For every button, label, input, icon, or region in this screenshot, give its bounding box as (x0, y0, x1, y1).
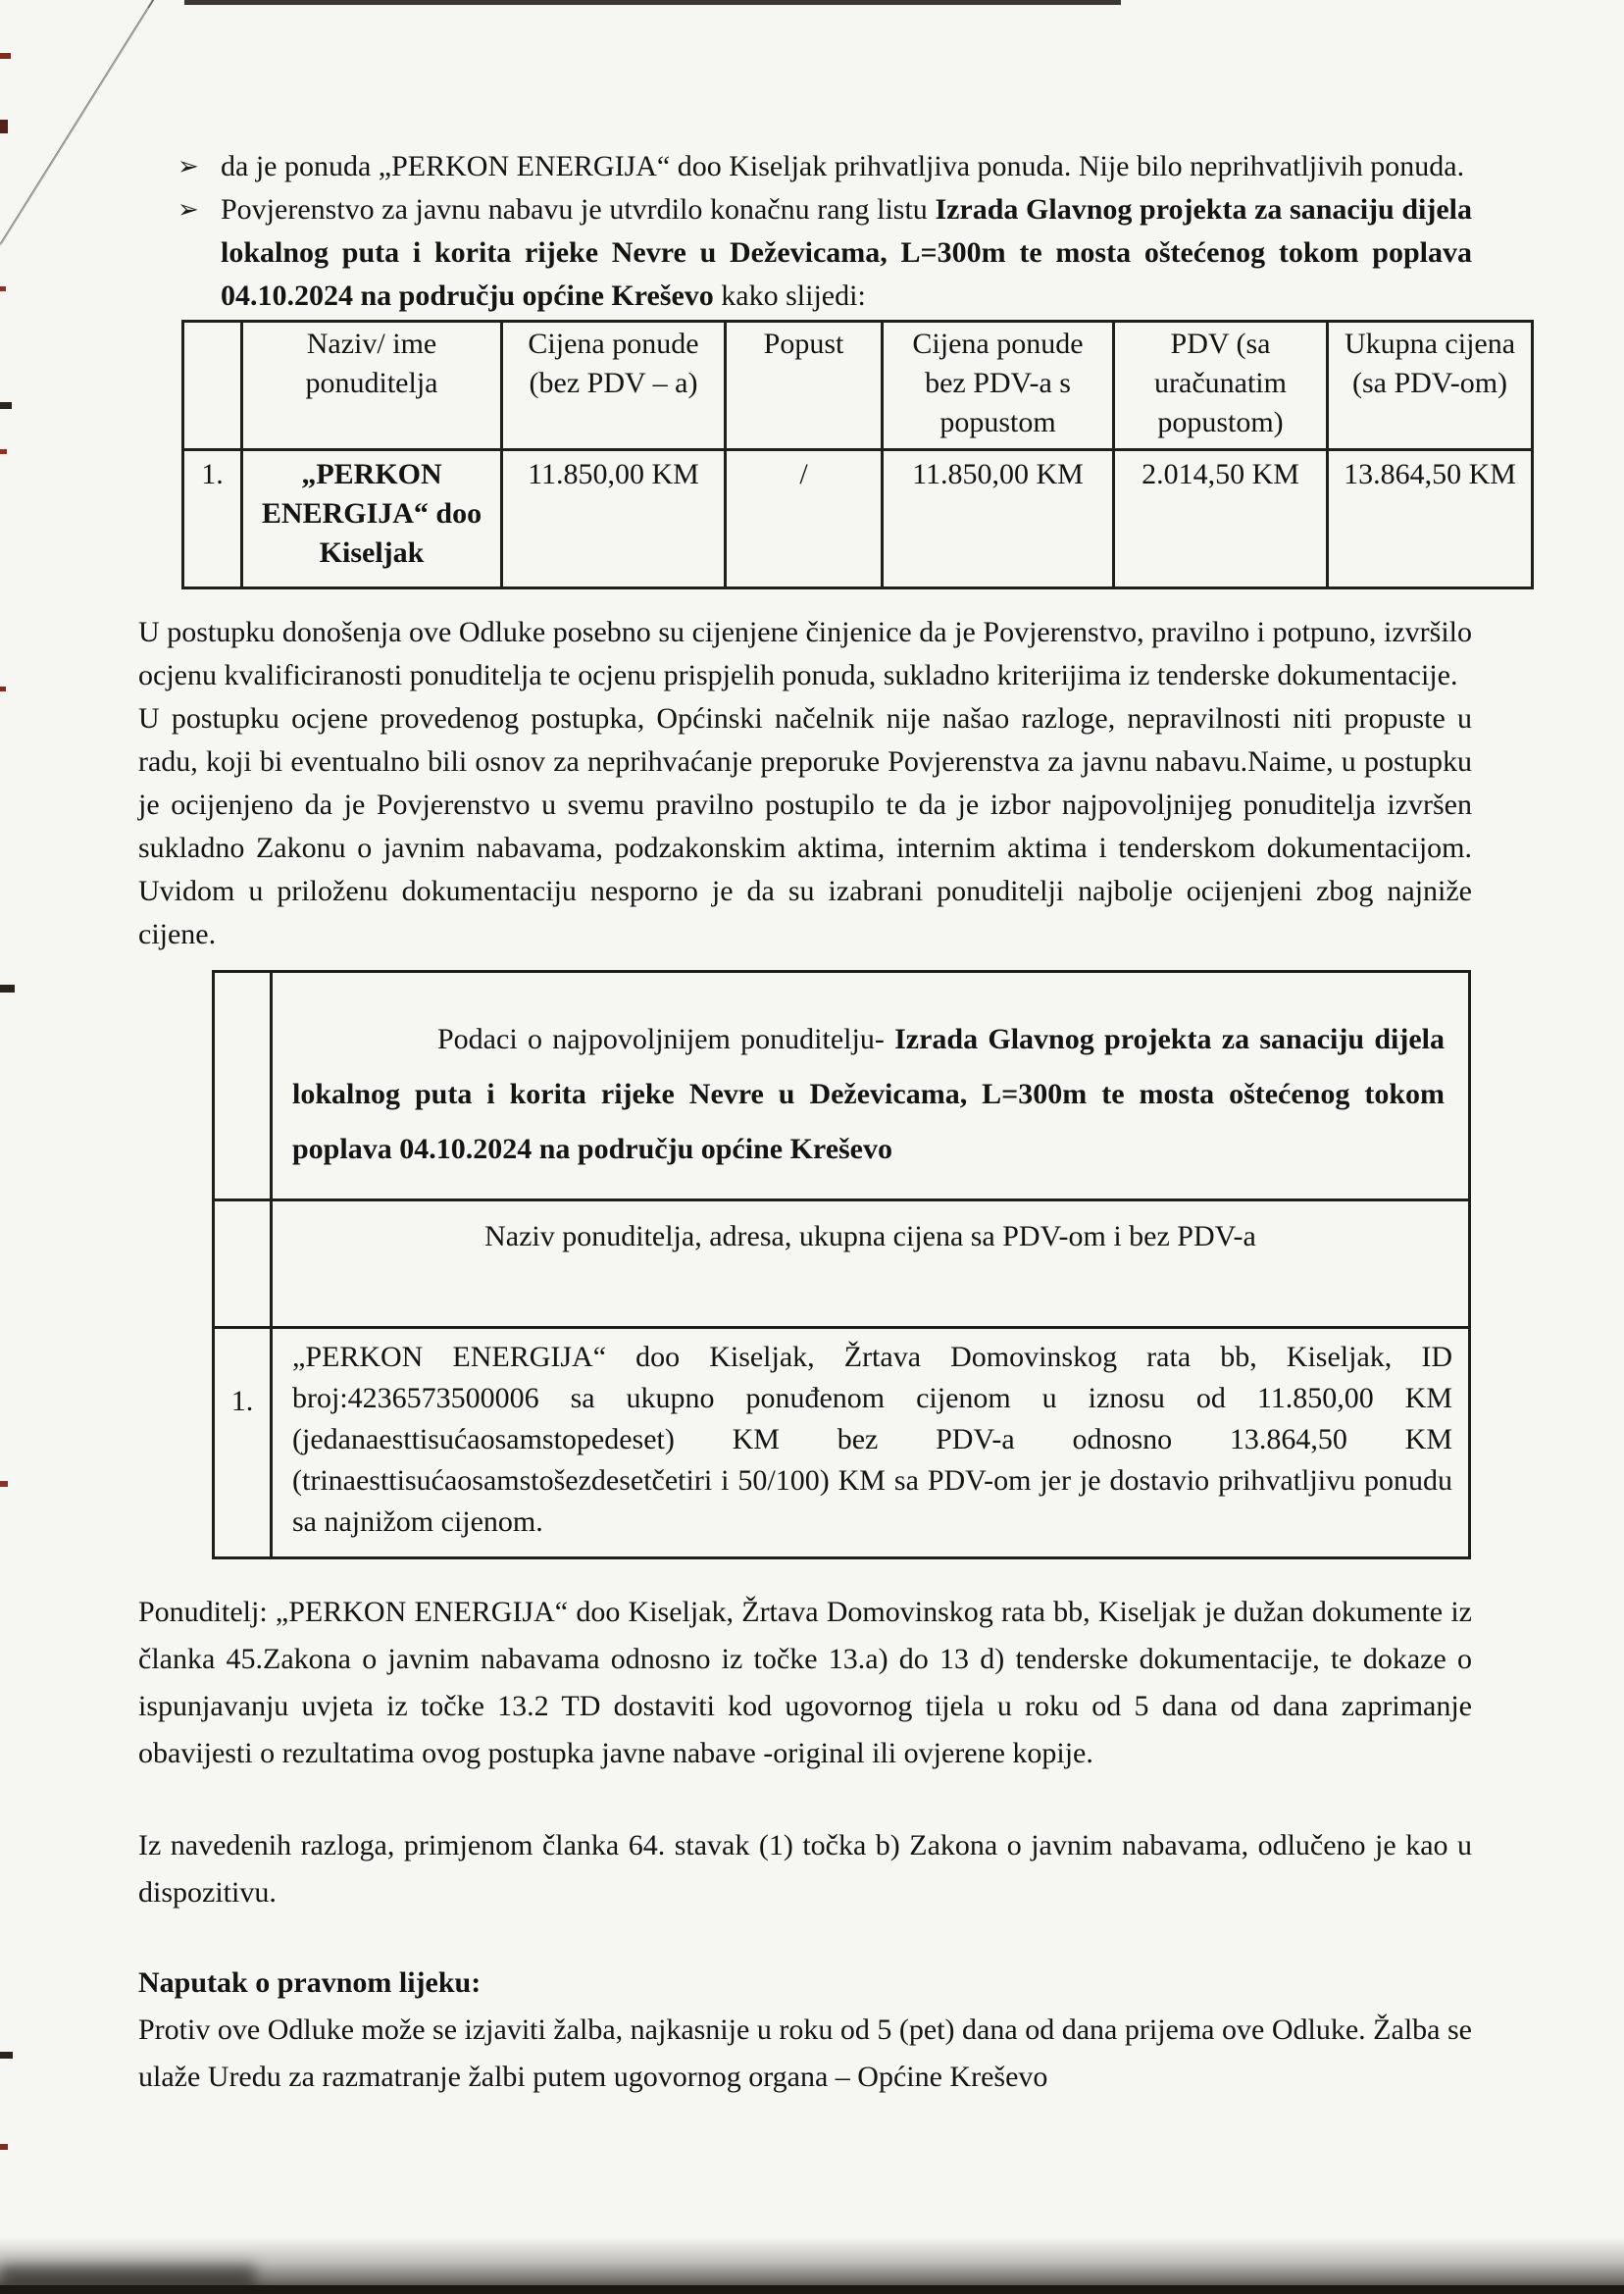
rank-list-table (181, 320, 1534, 589)
scan-artifact-edge-mark (0, 449, 7, 454)
paragraph-document-obligation: Ponuditelj: „PERKON ENERGIJA“ doo Kiseljak, Žrtava Domovinskog rata bb, Kiseljak je dužan dokumente iz članka 45.Zakona o javnim nabavama odnosno iz točke 13.a) do 13 d) tenderske dokumentacije, te dokaze o ispunjavanju uvjeta iz točke 13.2 TD dostaviti kod ugovornog tijela u roku od 5 dana od dana zaprimanje obavijesti o rezultatima ovog postupka javne nabave -original ili ovjerene kopije. (138, 1596, 1472, 1769)
bullet-item-acceptable-offer (138, 145, 1472, 188)
bullet-text-main: Povjerenstvo za javnu nabavu je utvrdilo konačnu rang listu (221, 193, 936, 226)
best-bidder-title-project-name: Izrada Glavnog projekta za sanaciju dijela lokalnog puta i korita rijeke Nevre u Deževicama, L=300m te mosta oštećenog tokom poplava 04.10.2024 na području općine Kreševo (292, 1023, 1446, 1165)
rank-header-bidder-name: Naziv/ ime ponuditelja (242, 322, 502, 450)
bullet-text-suffix: kako slijedi: (713, 280, 866, 312)
best-bidder-title-empty-cell (214, 972, 272, 1200)
scan-artifact-bottom-edge (0, 2285, 1624, 2294)
arrow-bullet-icon: ➢ (178, 152, 199, 181)
rank-header-discount: Popust (726, 322, 883, 450)
best-bidder-detail-row (214, 1328, 1470, 1558)
scan-artifact-corner-fold-shadow (0, 8, 149, 258)
bullet-item-final-ranking (138, 188, 1472, 318)
best-bidder-detail-cell: „PERKON ENERGIJA“ doo Kiseljak, Žrtava Domovinskog rata bb, Kiseljak, ID broj:4236573500006 sa ukupno ponuđenom cijenom u iznosu od 11.850,00 KM (jedanaesttisućaosamstopedeset) KM bez PDV-a odnosno 13.864,50 KM (trinaesttisućaosamstošezdesetčetiri i 50/100) KM sa PDV-om jer je dostavio prihvatljivu ponudu sa najnižom cijenom. (272, 1328, 1470, 1558)
rank-cell-price-no-vat: 11.850,00 KM (502, 450, 726, 588)
bullet-list (138, 145, 1472, 318)
paragraph-legal-basis: Iz navedenih razloga, primjenom članka 64. stavak (1) točka b) Zakona o javnim nabavama, odlučeno je kao u dispozitivu. (138, 1829, 1472, 1909)
arrow-bullet-icon: ➢ (178, 195, 199, 225)
scan-artifact-edge-mark (0, 985, 15, 993)
rank-cell-discount: / (726, 450, 883, 588)
scan-artifact-edge-mark (0, 687, 6, 691)
rank-cell-vat: 2.014,50 KM (1114, 450, 1328, 588)
scan-artifact-edge-mark (0, 2144, 8, 2150)
rank-table-header-row (183, 322, 1533, 450)
scan-artifact-edge-mark (0, 53, 11, 59)
best-bidder-subheader-row (214, 1200, 1470, 1328)
best-bidder-title-row (214, 972, 1470, 1200)
rank-table-row (183, 450, 1533, 588)
bullet-text-bold-project-title: Izrada Glavnog projekta za sanaciju dijela lokalnog puta i korita rijeke Nevre u Deževicama, L=300m te mosta oštećenog tokom poplava 04.10.2024 na području općine Kreševo (221, 193, 1472, 312)
bullet-text (221, 145, 1472, 188)
paragraph-evaluation-facts: U postupku donošenja ove Odluke posebno su cijenjene činjenice da je Povjerenstvo, pravilno i potpuno, izvršilo ocjenu kvalificiranosti ponuditelja te ocjenu prispjelih ponuda, sukladno kriterijima iz tenderske dokumentacije. (138, 616, 1472, 691)
best-bidder-row-number: 1. (214, 1328, 272, 1558)
rank-cell-bidder-name: „PERKON ENERGIJA“ doo Kiseljak (242, 450, 502, 588)
scan-artifact-edge-mark (0, 402, 12, 409)
rank-header-total-with-vat: Ukupna cijena (sa PDV-om) (1328, 322, 1533, 450)
legal-remedy-heading: Naputak o pravnom lijeku: (138, 1966, 482, 1999)
document-body (138, 0, 1516, 2101)
rank-header-price-no-vat-discount: Cijena ponude bez PDV-a s popustom (883, 322, 1114, 450)
rank-cell-price-no-vat-discount: 11.850,00 KM (883, 450, 1114, 588)
rank-header-vat: PDV (sa uračunatim popustom) (1114, 322, 1328, 450)
scan-artifact-edge-mark (0, 120, 8, 133)
scan-artifact-edge-mark (0, 2052, 13, 2059)
rank-cell-number: 1. (183, 450, 242, 588)
rank-cell-total-with-vat: 13.864,50 KM (1328, 450, 1533, 588)
rank-header-price-no-vat: Cijena ponude (bez PDV – a) (502, 322, 726, 450)
bullet-text-main: da je ponuda „PERKON ENERGIJA“ doo Kiseljak prihvatljiva ponuda. Nije bilo neprihvatljivih ponuda. (221, 150, 1465, 182)
best-bidder-subheader-cell: Naziv ponuditelja, adresa, ukupna cijena sa PDV-om i bez PDV-a (272, 1200, 1470, 1328)
rank-header-empty (183, 322, 242, 450)
best-bidder-subheader-empty-cell (214, 1200, 272, 1328)
best-bidder-title-cell (272, 972, 1470, 1200)
scan-artifact-edge-mark (0, 1481, 8, 1487)
paragraph-appeal-instructions: Protiv ove Odluke može se izjaviti žalba, najkasnije u roku od 5 (pet) dana od dana prijema ove Odluke. Žalba se ulaže Uredu za razmatranje žalbi putem ugovornog organa – Općine Kreševo (138, 2014, 1472, 2093)
paragraph-review-conclusion: U postupku ocjene provedenog postupka, Općinski načelnik nije našao razloge, nepravilnosti niti propuste u radu, koji bi eventualno bili osnov za neprihvaćanje preporuke Povjerenstva za javnu nabavu.Naime, u postupku je ocijenjeno da je Povjerenstvo u svemu pravilno postupilo te da je izbor najpovoljnijeg ponuditelja izvršen sukladno Zakonu o javnim nabavama, podzakonskim aktima, internim aktima i tenderskom dokumentacijom. Uvidom u priloženu dokumentaciju nesporno je da su izabrani ponuditelji najbolje ocijenjeni zbog najniže cijene. (138, 702, 1472, 950)
best-bidder-title-prefix: Podaci o najpovoljnijem ponuditelju- (437, 1023, 895, 1055)
best-bidder-table (212, 970, 1471, 1559)
scan-artifact-edge-mark (0, 286, 6, 291)
bullet-text (221, 188, 1472, 318)
